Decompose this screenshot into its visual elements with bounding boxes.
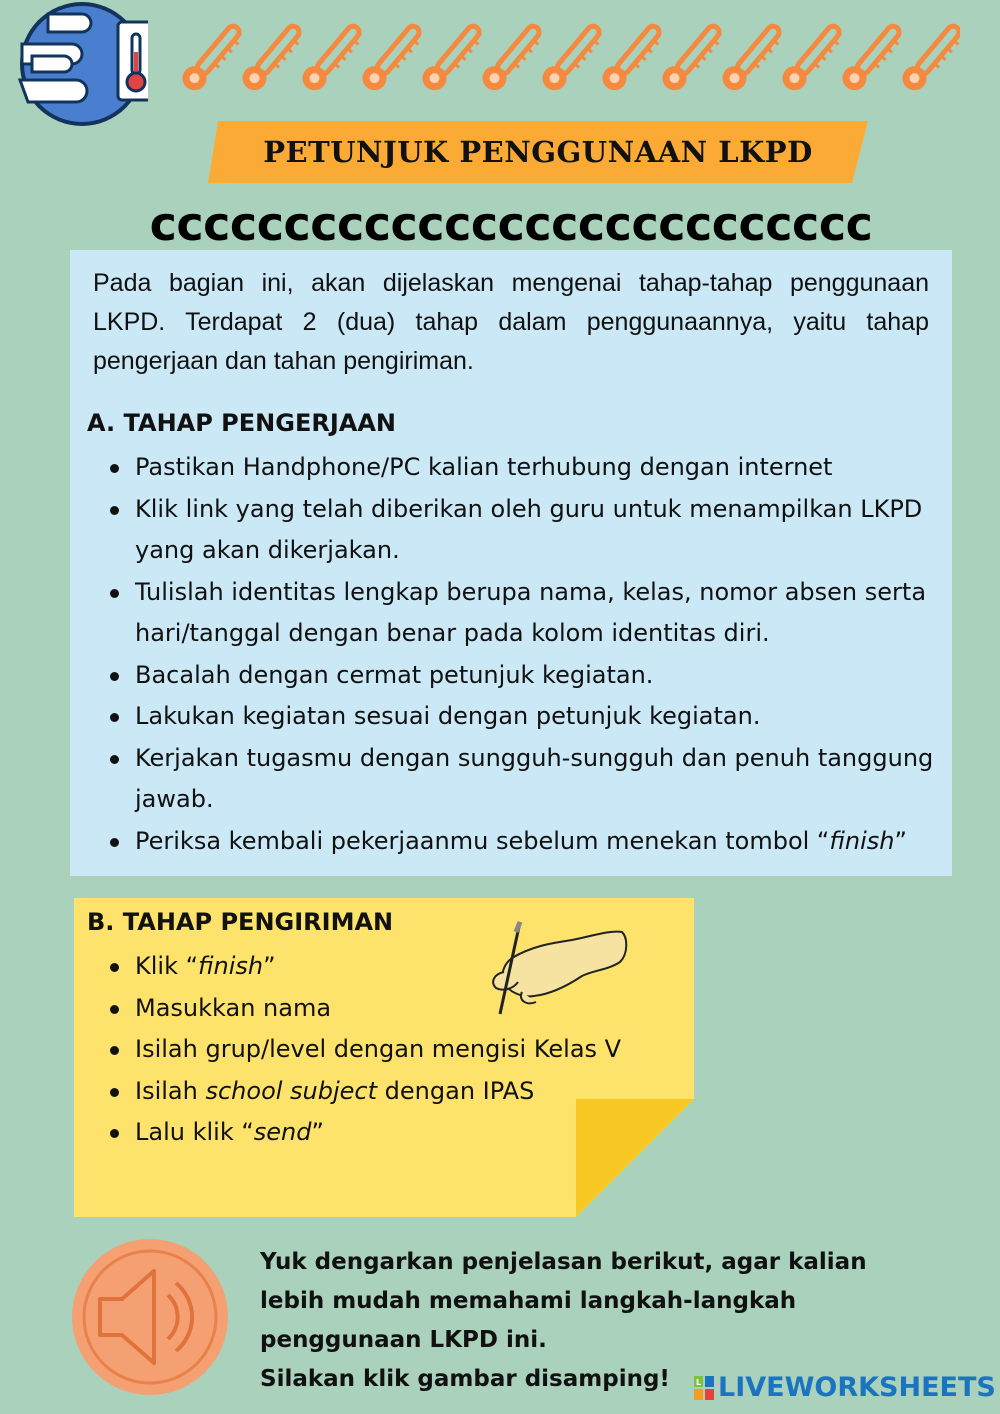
list-item: Kerjakan tugasmu dengan sungguh-sungguh dan penuh tanggung jawab. (70, 738, 940, 821)
list-item: Bacalah dengan cermat petunjuk kegiatan. (70, 655, 940, 697)
list-item: Tulislah identitas lengkap berupa nama, kelas, nomor absen serta hari/tanggal dengan benar pada kolom identitas diri. (70, 572, 940, 655)
intro-paragraph: Pada bagian ini, akan dijelaskan mengenai tahap-tahap penggunaan LKPD. Terdapat 2 (dua) tahap dalam penggunaannya, yaitu tahap pengerjaan dan tahan pengiriman. (93, 269, 929, 375)
list-item: Lalu klik “send” (70, 1112, 670, 1154)
liveworksheets-watermark: LIVEWORKSHEETS (718, 1372, 996, 1403)
globe-thermometer-icon (18, 0, 148, 130)
list-item: Isilah grup/level dengan mengisi Kelas V (70, 1029, 670, 1071)
list-item: Lakukan kegiatan sesuai dengan petunjuk kegiatan. (70, 696, 940, 738)
speaker-icon[interactable] (70, 1237, 230, 1397)
instruction-line: Silakan klik gambar disamping! (260, 1366, 670, 1392)
instruction-line: Yuk dengarkan penjelasan berikut, agar kalian (260, 1249, 867, 1275)
list-item: Klik link yang telah diberikan oleh guru untuk menampilkan LKPD yang akan dikerjakan. (70, 489, 940, 572)
list-item: Klik “finish” (70, 946, 670, 988)
list-item: Masukkan nama (70, 988, 670, 1030)
instruction-line: lebih mudah memahami langkah-langkah (260, 1288, 797, 1314)
hand-writing-icon (482, 918, 632, 1018)
instruction-line: penggunaan LKPD ini. (260, 1327, 547, 1353)
section-a-list (70, 447, 940, 862)
section-b-title: B. TAHAP PENGIRIMAN (87, 908, 394, 936)
thermometer-row (170, 6, 960, 98)
decorative-text: ccccccccccccccccccccccccccc (149, 203, 873, 245)
liveworksheets-logo-icon (694, 1376, 714, 1400)
list-item: Periksa kembali pekerjaanmu sebelum menekan tombol “finish” (70, 821, 940, 863)
list-item: Isilah school subject dengan IPAS (70, 1071, 670, 1113)
svg-text:L: L (695, 1378, 702, 1387)
list-item: Pastikan Handphone/PC kalian terhubung dengan internet (70, 447, 940, 489)
page-title: PETUNJUK PENGGUNAAN LKPD (263, 135, 813, 169)
section-a-title: A. TAHAP PENGERJAAN (87, 409, 396, 437)
